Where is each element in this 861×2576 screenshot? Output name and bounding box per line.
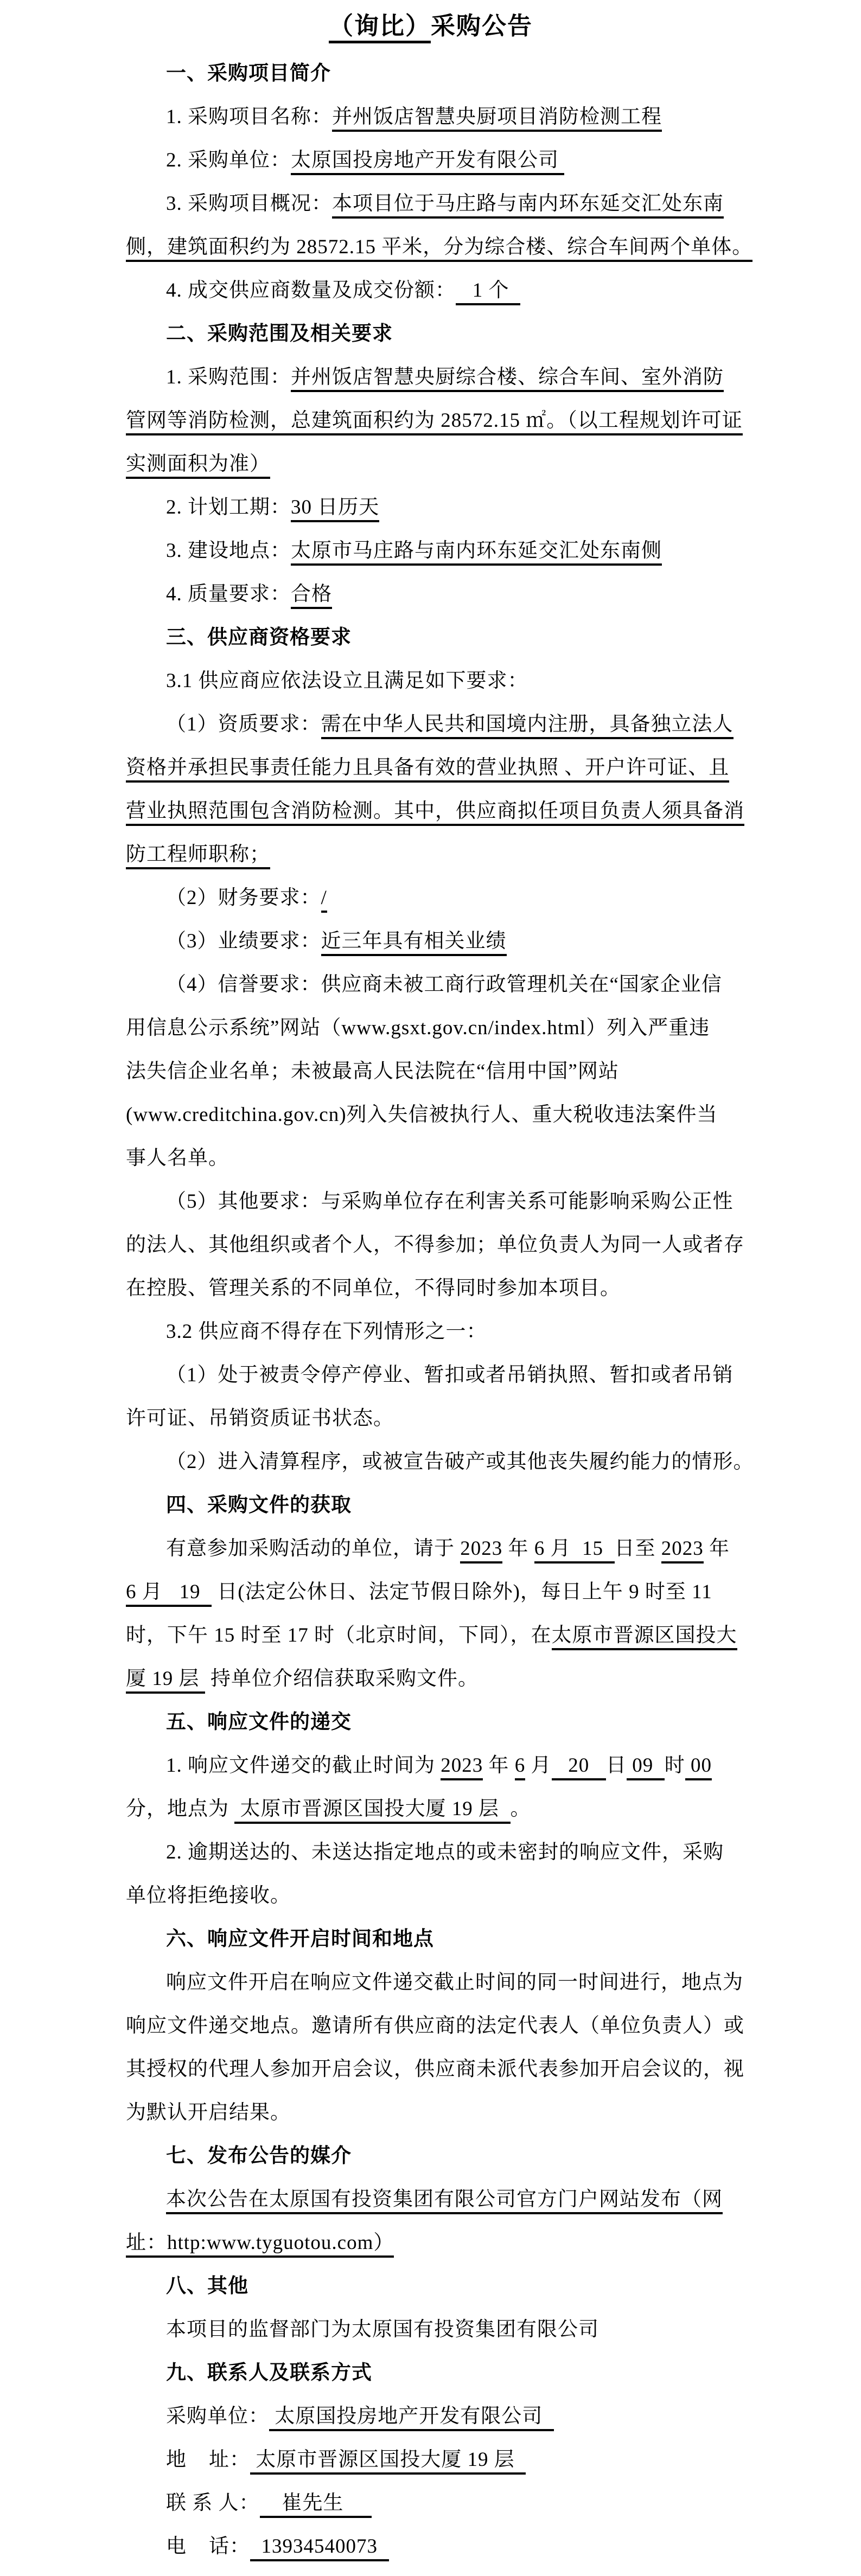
text-line: [126, 1180, 736, 1223]
text-line: [126, 1440, 754, 1484]
text-run: 其授权的代理人参加开启会议，供应商未派代表参加开启会议的，视: [126, 2058, 744, 2080]
text-line: [126, 443, 736, 486]
section-heading: [126, 616, 736, 659]
text-run: 时: [664, 1754, 685, 1777]
underlined-text: 6 月 19: [126, 1581, 212, 1607]
section-heading: [126, 2265, 736, 2308]
underlined-text: 太原市晋源区国投大厦 19 层: [250, 2449, 526, 2475]
text-line: [126, 1267, 736, 1310]
procurement-notice-document: [126, 1, 754, 2568]
text-line: [126, 2308, 736, 2351]
text-run: 分，地点为: [126, 1798, 235, 1820]
text-run: 4. 成交供应商数量及成交份额：: [166, 279, 456, 302]
text-run: 1. 采购范围：: [166, 366, 291, 388]
text-line: [126, 1831, 736, 1874]
text-line: [126, 1223, 744, 1267]
text-run: （1）处于被责令停产停业、暂扣或者吊销执照、暂扣或者吊销: [166, 1364, 734, 1386]
text-run: 。: [510, 1798, 531, 1820]
text-run: 3. 采购项目概况：: [166, 193, 332, 215]
text-run: 在控股、管理关系的不同单位，不得同时参加本项目。: [126, 1277, 621, 1299]
text-run: 4. 质量要求：: [166, 583, 291, 605]
text-run: 年: [483, 1754, 515, 1777]
text-run: (www.creditchina.gov.cn)列入失信被执行人、重大税收违法案件当: [126, 1104, 718, 1126]
section-heading: [126, 1484, 736, 1527]
text-line: [126, 529, 736, 573]
text-run: （4）信誉要求：供应商未被工商行政管理机关在“国家企业信: [166, 973, 722, 996]
text-run: 用信息公示系统”网站（www.gsxt.gov.cn/index.html）列入严重违: [126, 1017, 710, 1039]
text-run: 响应文件递交地点。邀请所有供应商的法定代表人（单位负责人）或: [126, 2015, 744, 2037]
text-line: [126, 226, 753, 269]
page-title: [126, 1, 736, 52]
text-run: （3）业绩要求：: [166, 930, 321, 952]
text-run: 法失信企业名单；未被最高人民法院在“信用中国”网站: [126, 1060, 619, 1082]
text-run: 三、供应商资格要求: [166, 626, 352, 649]
text-run: 七、发布公告的媒介: [166, 2145, 352, 2167]
underlined-text: 侧，建筑面积约为 28572.15 平米，分为综合楼、综合车间两个单体。: [126, 236, 752, 262]
text-line: [126, 356, 736, 399]
text-line: [126, 2004, 744, 2048]
text-line: [126, 659, 736, 703]
section-heading: [126, 1918, 736, 1961]
text-run: 电 话：: [166, 2535, 250, 2558]
text-line: [126, 2482, 736, 2525]
text-run: 月: [525, 1754, 552, 1777]
text-line: [126, 703, 736, 746]
text-line: [126, 1007, 736, 1050]
text-run: 1. 响应文件递交的截止时间为: [166, 1754, 441, 1777]
text-line: [126, 95, 736, 139]
document-body: [126, 52, 754, 2568]
text-run: 的法人、其他组织或者个人，不得参加；单位负责人为同一人或者存: [126, 1234, 744, 1256]
text-run: 年: [502, 1537, 534, 1560]
text-run: 3.2 供应商不得存在下列情形之一：: [166, 1321, 487, 1343]
text-run: 单位将拒绝接收。: [126, 1885, 291, 1907]
underlined-text: 实测面积为准）: [126, 453, 270, 479]
text-line: [126, 963, 736, 1007]
text-line: [126, 1310, 736, 1354]
text-run: 联 系 人：: [166, 2492, 260, 2514]
underlined-text: 址：http:www.tyguotou.com）: [126, 2232, 394, 2258]
text-line: [126, 790, 744, 833]
text-run: 2. 采购单位：: [166, 149, 291, 171]
text-line: [126, 1744, 736, 1787]
underlined-text: 本次公告在太原国有投资集团有限公司官方门户网站发布（网: [166, 2188, 723, 2214]
underlined-text: 管网等消防检测，总建筑面积约为 28572.15 ㎡。（以工程规划许可证: [126, 409, 743, 435]
text-line: [126, 1961, 743, 2004]
text-line: [126, 1614, 736, 1657]
text-line: [126, 2438, 736, 2482]
text-run: 为默认开启结果。: [126, 2101, 291, 2124]
underlined-text: 30 日历天: [291, 496, 379, 522]
section-heading: [126, 312, 736, 356]
underlined-text: 近三年具有相关业绩: [321, 930, 507, 956]
section-heading: [126, 1701, 736, 1744]
underlined-text: 资格并承担民事责任能力且具备有效的营业执照 、开户许可证、且: [126, 757, 729, 783]
text-line: [126, 746, 736, 790]
underlined-text: 本项目位于马庄路与南内环东延交汇处东南: [332, 193, 724, 219]
text-run: 年: [703, 1537, 730, 1560]
underlined-text: 崔先生: [260, 2492, 372, 2518]
text-run: 六、响应文件开启时间和地点: [166, 1928, 434, 1950]
underlined-text: 2023: [460, 1537, 502, 1563]
text-line: [126, 833, 736, 876]
text-line: [126, 1657, 736, 1701]
underlined-text: 2023: [441, 1754, 483, 1780]
text-run: 事人名单。: [126, 1147, 229, 1169]
text-run: 3. 建设地点：: [166, 540, 291, 562]
text-run: （1）资质要求：: [166, 713, 321, 735]
text-line: [126, 1354, 736, 1397]
text-line: [126, 1874, 736, 1918]
underlined-text: 2023: [661, 1537, 704, 1563]
text-line: [126, 2178, 736, 2221]
text-line: [126, 1527, 736, 1571]
text-run: 采购公告: [431, 12, 533, 40]
underlined-text: 太原市晋源区国投大厦 19 层: [234, 1798, 510, 1824]
text-line: [126, 1137, 736, 1180]
text-line: [126, 2395, 736, 2438]
underlined-text: 并州饭店智慧央厨项目消防检测工程: [332, 106, 662, 132]
text-line: [126, 399, 743, 443]
text-run: 本项目的监督部门为太原国有投资集团有限公司: [166, 2318, 599, 2341]
underlined-text: 厦 19 层: [126, 1668, 205, 1694]
underlined-text: 防工程师职称；: [126, 843, 270, 869]
text-run: 日至: [614, 1537, 661, 1560]
text-line: [126, 182, 736, 226]
text-line: [126, 1787, 736, 1831]
underlined-text: 合格: [291, 583, 332, 609]
text-run: 九、联系人及联系方式: [166, 2362, 372, 2384]
section-heading: [126, 2351, 736, 2395]
text-run: 五、响应文件的递交: [166, 1711, 352, 1733]
underlined-text: /: [321, 887, 327, 913]
underlined-text: 太原市晋源区国投大: [552, 1624, 737, 1650]
text-line: [126, 2525, 736, 2568]
text-run: 地 址：: [166, 2449, 250, 2471]
underlined-text: 营业执照范围包含消防检测。其中，供应商拟任项目负责人须具备消: [126, 800, 744, 826]
text-line: [126, 2048, 744, 2091]
text-run: 1. 采购项目名称：: [166, 106, 332, 128]
text-line: [126, 1093, 736, 1137]
text-run: 有意参加采购活动的单位，请于: [166, 1537, 461, 1560]
section-heading: [126, 52, 736, 95]
text-line: [126, 2091, 736, 2135]
section-heading: [126, 2135, 736, 2178]
text-run: 3.1 供应商应依法设立且满足如下要求：: [166, 670, 528, 692]
text-line: [126, 920, 736, 963]
text-line: [126, 1571, 736, 1614]
text-line: [126, 486, 736, 529]
underlined-text: 13934540073: [250, 2535, 389, 2561]
text-run: 响应文件开启在响应文件递交截止时间的同一时间进行，地点为: [166, 1971, 743, 1994]
underlined-text: 6: [515, 1754, 526, 1780]
text-run: 时，下午 15 时至 17 时（北京时间，下同），在: [126, 1624, 552, 1646]
underlined-text: 并州饭店智慧央厨综合楼、综合车间、室外消防: [291, 366, 724, 392]
text-run: 日: [606, 1754, 627, 1777]
text-run: （2）进入清算程序，或被宣告破产或其他丧失履约能力的情形。: [166, 1451, 754, 1473]
underlined-text: 00: [685, 1754, 712, 1780]
text-run: 八、其他: [166, 2275, 248, 2297]
text-line: [126, 139, 736, 182]
text-run: 2. 逾期送达的、未送达指定地点的或未密封的响应文件，采购: [166, 1841, 724, 1863]
text-run: 2. 计划工期：: [166, 496, 291, 518]
text-run: 许可证、吊销资质证书状态。: [126, 1407, 394, 1430]
text-line: [126, 269, 736, 312]
text-run: 日(法定公休日、法定节假日除外)，每日上午 9 时至 11: [212, 1581, 712, 1603]
text-run: 四、采购文件的获取: [166, 1494, 352, 1516]
text-line: [126, 1050, 736, 1093]
text-run: 二、采购范围及相关要求: [166, 323, 393, 345]
underlined-text: 1 个: [456, 279, 520, 305]
text-line: [126, 1397, 736, 1440]
text-line: [126, 2221, 736, 2265]
underlined-text: 太原国投房地产开发有限公司: [269, 2405, 554, 2431]
underlined-text: 需在中华人民共和国境内注册，具备独立法人: [321, 713, 734, 739]
underlined-text: 太原市马庄路与南内环东延交汇处东南侧: [291, 540, 662, 566]
underlined-text: 20: [552, 1754, 607, 1780]
text-run: （2）财务要求：: [166, 887, 321, 909]
underlined-text: （询比）: [329, 12, 431, 43]
text-run: 持单位介绍信获取采购文件。: [205, 1668, 479, 1690]
underlined-text: 09: [627, 1754, 665, 1780]
underlined-text: 太原国投房地产开发有限公司: [291, 149, 564, 175]
text-line: [126, 876, 736, 920]
text-line: [126, 573, 736, 616]
underlined-text: 6 月 15: [534, 1537, 615, 1563]
text-run: 采购单位：: [166, 2405, 269, 2427]
text-run: 一、采购项目简介: [166, 62, 331, 85]
text-run: （5）其他要求：与采购单位存在利害关系可能影响采购公正性: [166, 1190, 734, 1213]
